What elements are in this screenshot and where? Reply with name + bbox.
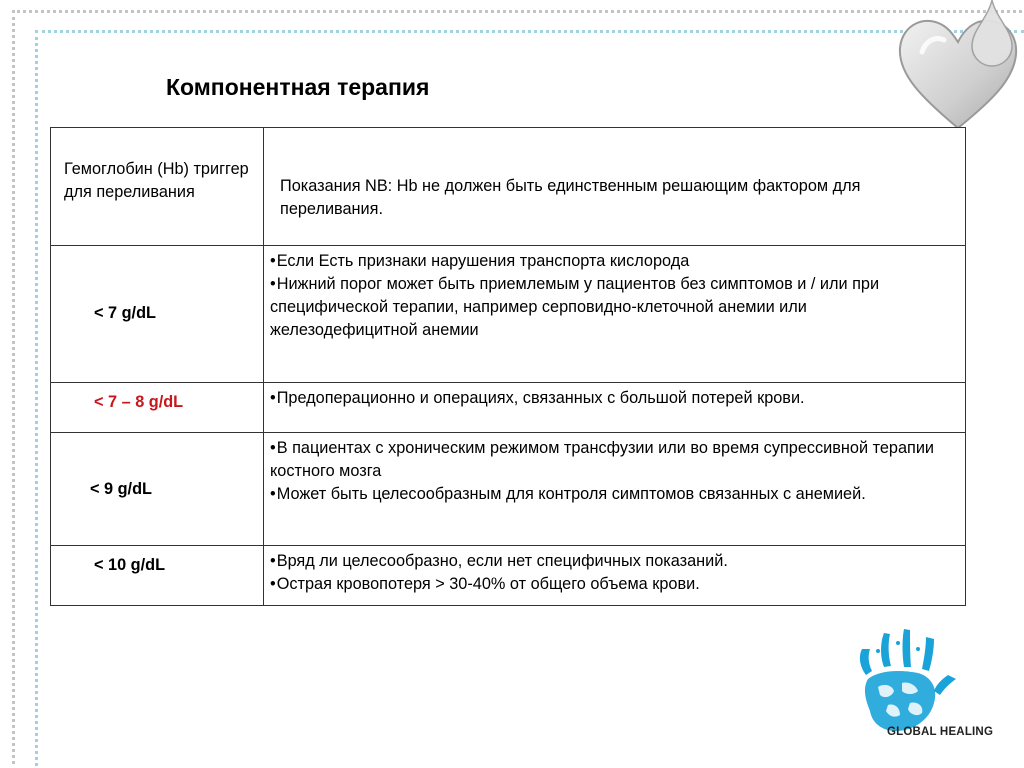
therapy-table [50, 127, 966, 606]
trigger-cell: < 10 g/dL [51, 546, 264, 606]
trigger-cell: < 9 g/dL [51, 433, 264, 546]
condition-item: • Если Есть признаки нарушения транспорта кислорода [270, 250, 957, 273]
header-trigger-cell: Гемоглобин (Hb) триггер для переливания [51, 128, 264, 246]
slide-title: Компонентная терапия [166, 74, 430, 100]
logo-text: GLOBAL HEALING [887, 726, 994, 738]
table-row [51, 383, 966, 433]
header-indications-cell: Показания NB: Hb не должен быть единственным решающим фактором для переливания. [264, 128, 966, 246]
condition-item: • Острая кровопотеря > 30-40% от общего объема крови. [270, 573, 957, 596]
conditions-cell [264, 383, 966, 433]
conditions-cell [264, 433, 966, 546]
conditions-cell [264, 246, 966, 383]
conditions-cell [264, 546, 966, 606]
trigger-cell: < 7 g/dL [51, 246, 264, 383]
condition-item: • Вряд ли целесообразно, если нет специфичных показаний. [270, 550, 957, 573]
table-row [51, 546, 966, 606]
condition-item: • Может быть целесообразным для контроля симптомов связанных с анемией. [270, 483, 957, 506]
heart-drop-icon [892, 0, 1024, 132]
condition-item: • В пациентах с хроническим режимом трансфузии или во время супрессивной терапии костного мозга [270, 437, 957, 483]
table-row [51, 246, 966, 383]
table-header-row [51, 128, 966, 246]
trigger-cell: < 7 – 8 g/dL [51, 383, 264, 433]
condition-item: • Предоперационно и операциях, связанных с большой потерей крови. [270, 387, 957, 410]
table-row [51, 433, 966, 546]
condition-item: • Нижний порог может быть приемлемым у пациентов без симптомов и / или при специфической терапии, например серповидно-клеточной анемии или железодефицитной анемии [270, 273, 957, 342]
